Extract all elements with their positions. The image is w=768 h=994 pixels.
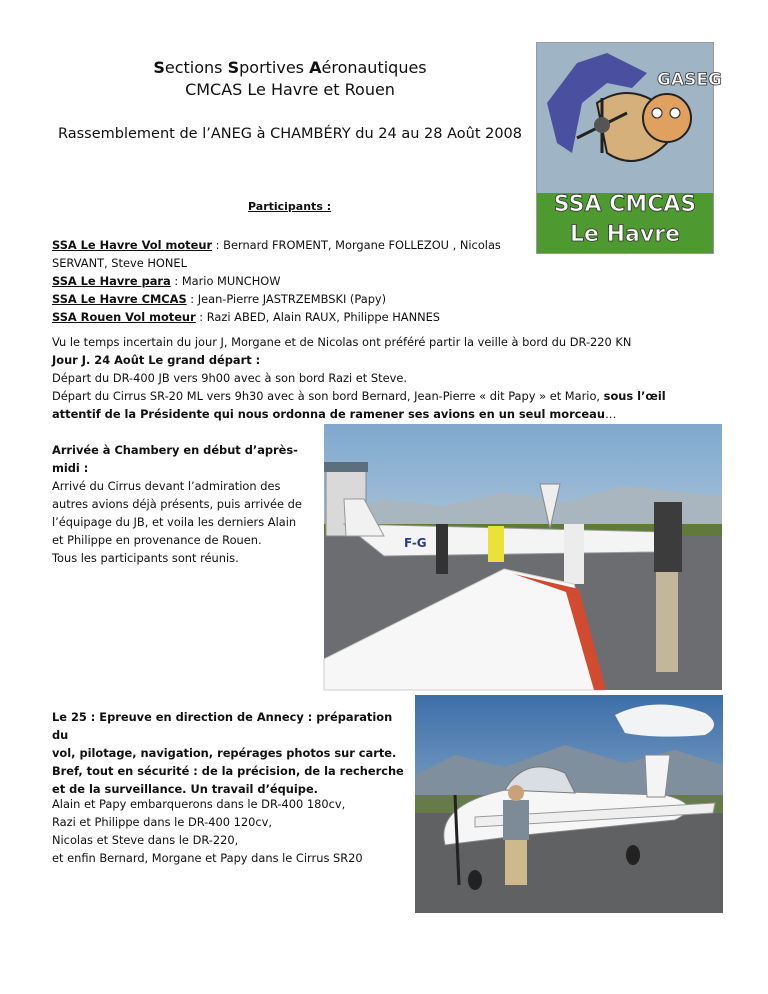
group-members: : Razi ABED, Alain RAUX, Philippe HANNES — [195, 310, 441, 324]
title-word-2: portives — [239, 58, 310, 77]
participant-line — [52, 272, 532, 290]
crew-line: Nicolas et Steve dans le DR-220, — [52, 833, 239, 847]
title-word-3: éronautiques — [321, 58, 427, 77]
participants-list — [52, 236, 532, 326]
intro-text: … — [604, 407, 617, 421]
arrival-heading: midi : — [52, 461, 89, 475]
group-label: SSA Le Havre para — [52, 274, 171, 288]
intro-bold-text: sous l’œil — [603, 389, 666, 403]
logo-line1: SSA CMCAS — [553, 192, 697, 217]
group-members: : Mario MUNCHOW — [170, 274, 281, 288]
crew-list — [52, 795, 404, 867]
intro-bold-text: attentif de la Présidente qui nous ordonna de ramener ses avions en un seul morceau — [52, 407, 605, 421]
arrival-line: l’équipage du JB, et voila les derniers Alain — [52, 515, 297, 529]
crew-line: Alain et Papy embarquerons dans le DR-400 180cv, — [52, 797, 346, 811]
aircraft-registration: F-G — [404, 536, 427, 550]
logo-illustration — [537, 43, 722, 253]
crew-line: Razi et Philippe dans le DR-400 120cv, — [52, 815, 273, 829]
participant-line — [52, 290, 532, 308]
intro-line: Départ du DR-400 JB vers 9h00 avec à son bord Razi et Steve. — [52, 371, 407, 385]
participant-line — [52, 254, 532, 272]
day25-line: Le 25 : Epreuve en direction de Annecy : préparation du — [52, 710, 393, 742]
group-label: SSA Rouen Vol moteur — [52, 310, 196, 324]
crew-line: et enfin Bernard, Morgane et Papy dans le Cirrus SR20 — [52, 851, 363, 865]
event-title: Rassemblement de l’ANEG à CHAMBÉRY du 24 au 28 Août 2008 — [57, 126, 523, 142]
day-heading: Jour J. 24 Août Le grand départ : — [52, 353, 261, 367]
photo-illustration — [324, 424, 722, 690]
participants-heading: Participants : — [248, 200, 332, 213]
title-initial-3: A — [309, 58, 322, 77]
header-title — [140, 58, 440, 78]
day25-line: et de la surveillance. Un travail d’équipe. — [52, 782, 319, 796]
group-label: SSA Le Havre Vol moteur — [52, 238, 213, 252]
participant-line — [52, 308, 532, 326]
title-initial-2: S — [227, 58, 240, 77]
header-subtitle-org: CMCAS Le Havre et Rouen — [185, 80, 395, 99]
day25-section — [52, 708, 404, 798]
logo-top-text: GASEG — [657, 70, 722, 90]
intro-line — [52, 387, 732, 405]
group-label: SSA Le Havre CMCAS — [52, 292, 187, 306]
participant-line — [52, 236, 532, 254]
photo-cirrus-arrival — [324, 424, 722, 690]
title-word-1: ections — [164, 58, 228, 77]
group-members: : Bernard FROMENT, Morgane FOLLEZOU , Nicolas — [212, 238, 501, 252]
intro-text: Départ du Cirrus SR-20 ML vers 9h30 avec à son bord Bernard, Jean-Pierre « dit Papy » et Mario, — [52, 389, 604, 403]
intro-line: Vu le temps incertain du jour J, Morgane et de Nicolas ont préféré partir la veille à bord du DR-220 KN — [52, 335, 632, 349]
day25-line: Bref, tout en sécurité : de la précision, de la recherche — [52, 764, 404, 778]
photo-illustration — [415, 695, 723, 913]
club-logo — [536, 42, 722, 254]
photo-cirrus-sr20 — [415, 695, 723, 913]
title-initial-1: S — [153, 58, 165, 77]
arrival-line: Arrivé du Cirrus devant l’admiration des — [52, 479, 281, 493]
intro-paragraph — [52, 333, 732, 423]
arrival-line: Tous les participants sont réunis. — [52, 551, 239, 565]
arrival-line: autres avions déjà présents, puis arrivée de — [52, 497, 302, 511]
group-members: SERVANT, Steve HONEL — [52, 256, 187, 270]
intro-line — [52, 405, 732, 423]
arrival-line: et Philippe en provenance de Rouen. — [52, 533, 262, 547]
group-members: : Jean-Pierre JASTRZEMBSKI (Papy) — [186, 292, 387, 306]
arrival-heading: Arrivée à Chambery en début d’après- — [52, 443, 298, 457]
logo-line2: Le Havre — [570, 222, 680, 247]
arrival-section — [52, 441, 307, 567]
day25-line: vol, pilotage, navigation, repérages photos sur carte. — [52, 746, 397, 760]
